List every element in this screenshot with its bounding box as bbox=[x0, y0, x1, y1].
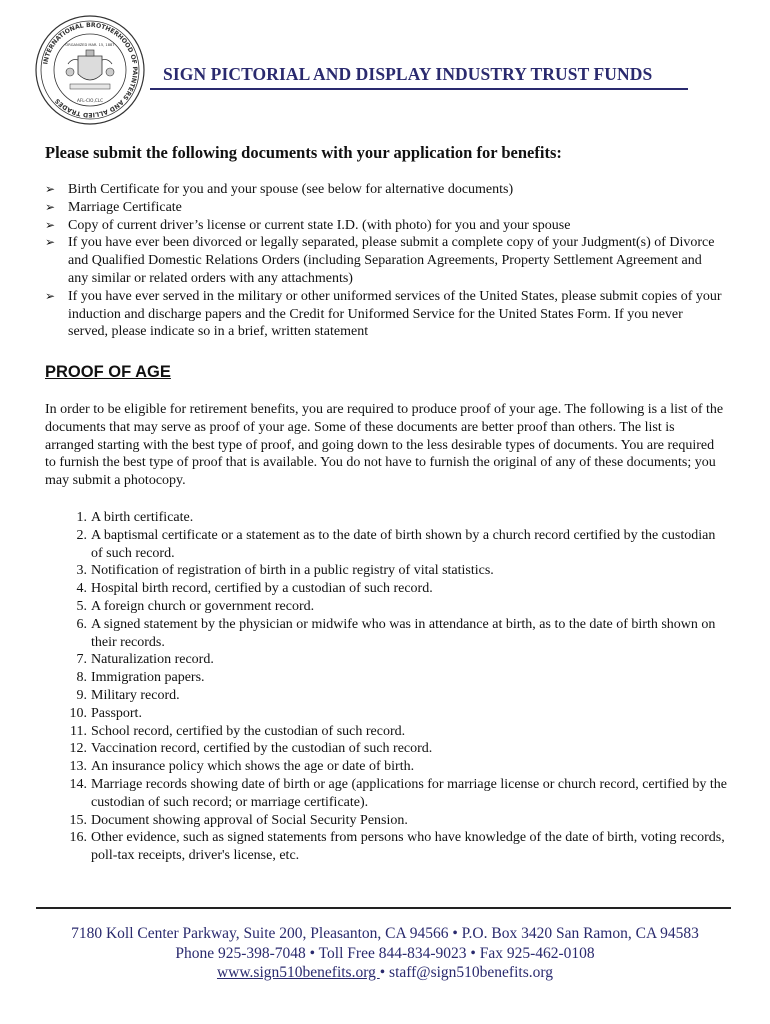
list-item: 5. A foreign church or government record. bbox=[76, 598, 315, 614]
union-seal-logo bbox=[34, 14, 146, 126]
list-item: ➢ If you have ever been divorced or legally separated, please submit a complete copy of your Judgment(s) of Divorce and Qualified Domestic Relations Orders (including Separation Agreements, Property Settlement Agreement and any similar or related orders with any attachments) bbox=[45, 235, 715, 286]
footer-address: 7180 Koll Center Parkway, Suite 200, Pleasanton, CA 94566 • P.O. Box 3420 San Ramon, CA 94583 bbox=[71, 925, 699, 942]
proof-of-age-intro: In order to be eligible for retirement benefits, you are required to produce proof of your age. The following is a list of the documents that may serve as proof of your age. Some of these documents are better proof than others. The list is arranged starting with the best type of proof, and going down to the less desirable types of documents. You are required to furnish the best type of proof that is available. You do not have to furnish the original of any of these documents; you may submit a photocopy. bbox=[45, 402, 724, 489]
list-item: 13. An insurance policy which shows the age or date of birth. bbox=[69, 759, 415, 775]
title-underline bbox=[150, 88, 688, 90]
website-link[interactable]: www.sign510benefits.org bbox=[216, 964, 380, 981]
list-item: 1. A birth certificate. bbox=[76, 510, 194, 525]
footer-divider bbox=[36, 907, 731, 909]
svg-text:INTERNATIONAL BROTHERHOOD OF P: INTERNATIONAL BROTHERHOOD OF PAINTERS AND ALLIED TRADES bbox=[42, 21, 139, 119]
documents-heading: Please submit the following documents with your application for benefits: bbox=[45, 143, 562, 162]
arrow-bullet-icon: ➢ bbox=[45, 199, 56, 214]
list-item: 4. Hospital birth record, certified by a custodian of such record. bbox=[76, 581, 433, 597]
list-item: 15. Document showing approval of Social Security Pension. bbox=[69, 812, 408, 828]
page-title: SIGN PICTORIAL AND DISPLAY INDUSTRY TRUST FUNDS bbox=[163, 64, 653, 84]
list-item: 14. Marriage records showing date of birth or age (applications for marriage license or church record, certified by the custodian of such record; or marriage certificate). bbox=[69, 776, 727, 810]
proof-of-age-heading: PROOF OF AGE bbox=[45, 363, 171, 381]
svg-text:AFL-CIO,CLC: AFL-CIO,CLC bbox=[76, 98, 104, 103]
list-item: 11. School record, certified by the custodian of such record. bbox=[70, 723, 406, 739]
list-item: 9. Military record. bbox=[76, 687, 180, 703]
footer-contact bbox=[0, 963, 770, 983]
list-item: 2. A baptismal certificate or a statement as to the date of birth shown by a church record certified by the custodian of such record. bbox=[76, 527, 716, 561]
list-item: ➢ Marriage Certificate bbox=[45, 199, 182, 215]
list-item: 8. Immigration papers. bbox=[76, 670, 205, 686]
list-item: ➢ Copy of current driver’s license or current state I.D. (with photo) for you and your spouse bbox=[45, 217, 571, 233]
list-item: 6. A signed statement by the physician or midwife who was in attendance at birth, as to the date of birth shown on their records. bbox=[76, 616, 716, 650]
footer-separator: • bbox=[379, 964, 390, 981]
list-item: 12. Vaccination record, certified by the custodian of such record. bbox=[69, 741, 433, 757]
list-item: 10. Passport. bbox=[69, 705, 142, 721]
arrow-bullet-icon: ➢ bbox=[45, 235, 56, 250]
list-item: ➢ Birth Certificate for you and your spouse (see below for alternative documents) bbox=[45, 182, 514, 197]
list-item: ➢ If you have ever served in the military or other uniformed services of the United States, please submit copies of your induction and discharge papers and the Credit for Uniformed Service for the United States Form. If you never served, please indicate so in a brief, written statement bbox=[45, 288, 722, 340]
arrow-bullet-icon: ➢ bbox=[45, 182, 56, 196]
documents-list bbox=[45, 181, 725, 341]
list-item: 7. Naturalization record. bbox=[76, 652, 214, 668]
svg-text:ORGANIZED MAR. 15, 1887: ORGANIZED MAR. 15, 1887 bbox=[65, 43, 115, 47]
footer bbox=[0, 924, 770, 983]
email-address[interactable]: staff@sign510benefits.org bbox=[389, 964, 553, 981]
arrow-bullet-icon: ➢ bbox=[45, 217, 56, 232]
proof-documents-list bbox=[45, 509, 727, 865]
list-item: 3. Notification of registration of birth in a public registry of vital statistics. bbox=[76, 563, 494, 579]
arrow-bullet-icon: ➢ bbox=[45, 288, 56, 303]
list-item: 16. Other evidence, such as signed statements from persons who have knowledge of the date of birth, voting records, poll-tax receipts, driver's license, etc. bbox=[69, 830, 725, 864]
footer-phone: Phone 925-398-7048 • Toll Free 844-834-9023 • Fax 925-462-0108 bbox=[175, 944, 595, 962]
